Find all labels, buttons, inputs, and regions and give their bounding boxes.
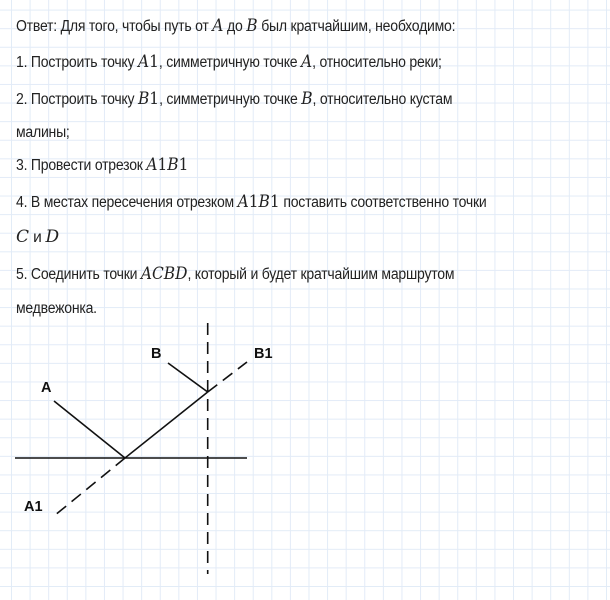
step-2-continued: малины; [16,124,70,141]
label-b: B [151,346,162,362]
segment-d-b [168,363,208,392]
text: и [29,229,46,246]
segment-a-c [54,401,125,458]
math-letter: B [137,89,150,109]
text: , симметричную точке [159,91,302,108]
math-digit: 1 [178,155,189,175]
text: , который и будет кратчайшим маршрутом [187,266,455,283]
math-digit: 1 [149,89,160,109]
text: до [223,18,247,35]
math-a: A [212,16,224,36]
text: , относительно реки; [312,54,442,71]
text: 4. В местах пересечения отрезком [16,194,238,211]
label-a: A [41,380,52,396]
text: Ответ: Для того, чтобы путь от [16,18,213,35]
text: 1. Построить точку [16,54,138,71]
math-letter: B [258,192,270,212]
text: 5. Соединить точки [16,266,141,283]
math-b: B [246,16,258,36]
step-5-continued: медвежонка. [16,300,97,317]
text: , симметричную точке [158,54,302,71]
segment-c-a1-dashed [54,458,125,516]
segment-c-d [125,392,208,458]
math-digit: 1 [248,192,259,212]
segment-d-b1-dashed [208,362,247,392]
math-d: D [45,227,60,247]
math-letter: A [137,52,150,72]
math-b: B [301,89,313,109]
math-c: C [16,227,30,247]
text: , относительно кустам [312,91,453,108]
math-digit: 1 [149,52,159,72]
math-acbd: ACBD [140,264,188,284]
text: 2. Построить точку [16,91,138,108]
math-digit: 1 [269,192,280,212]
math-letter: B [167,155,179,175]
math-letter: A [146,155,158,175]
text: 3. Провести отрезок [16,157,147,174]
text: поставить соответственно точки [279,194,487,211]
text: был кратчайшим, необходимо: [257,18,456,35]
math-letter: A [237,192,249,212]
label-b1: B1 [254,346,273,362]
math-a: A [301,52,313,72]
math-digit: 1 [157,155,168,175]
label-a1: A1 [24,499,43,515]
